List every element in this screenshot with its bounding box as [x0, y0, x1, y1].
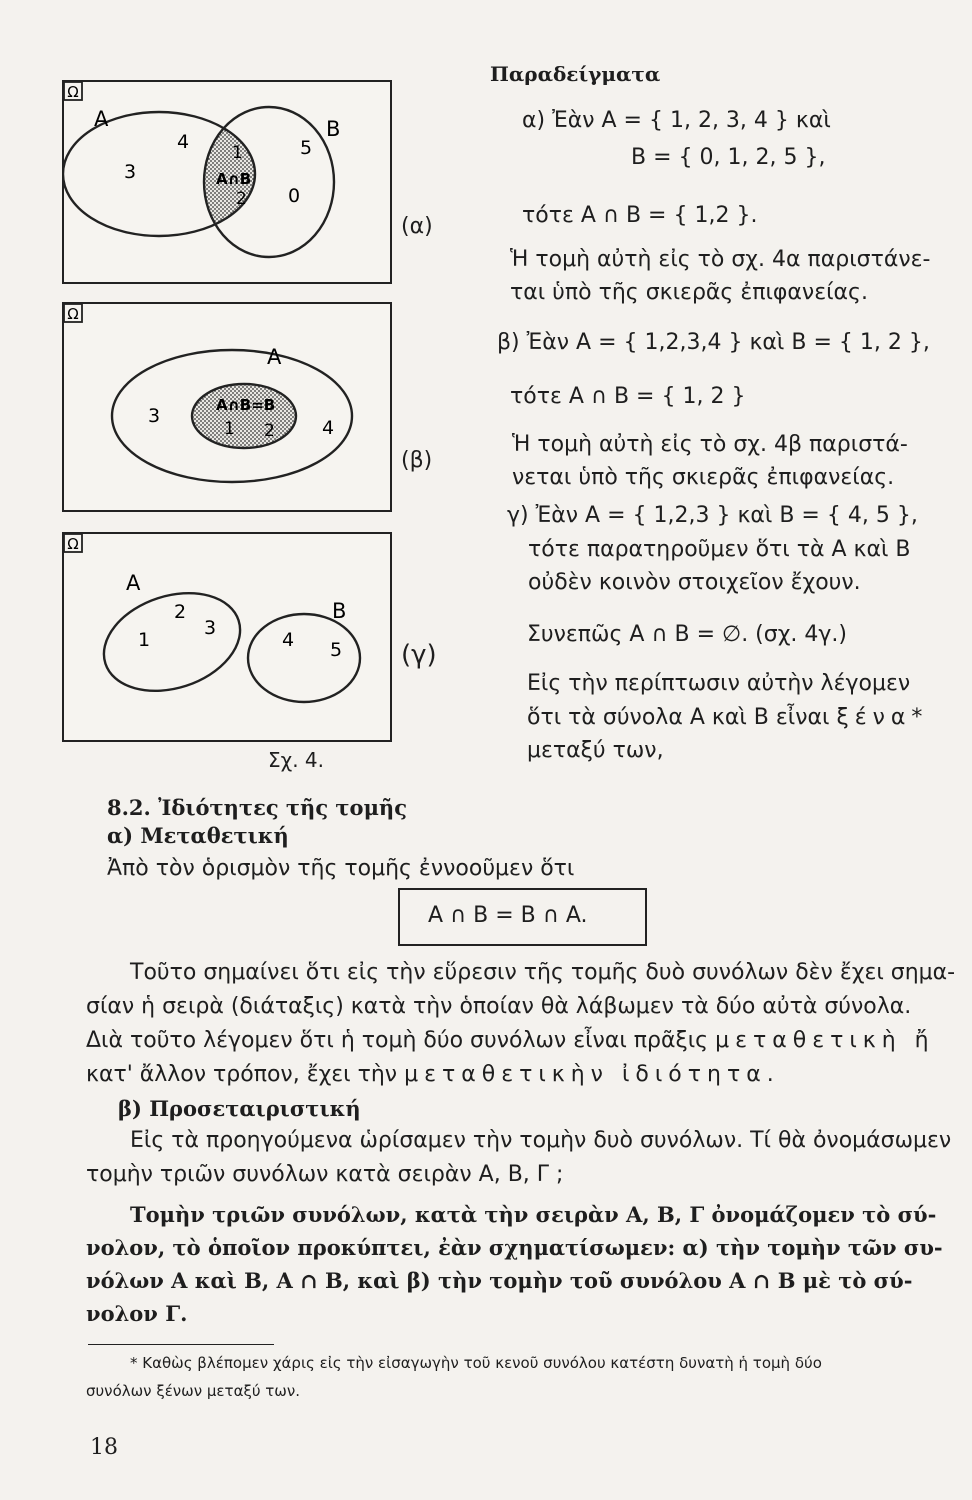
svg-text:Ω: Ω [67, 305, 79, 323]
figure-c-tag: (γ) [401, 640, 437, 670]
element-2: 2 [174, 601, 187, 623]
element-3: 3 [148, 405, 161, 427]
para1-line4 [86, 1062, 780, 1087]
element-3: 3 [204, 617, 217, 639]
definition-line1: Τομὴν τριῶν συνόλων, κατὰ τὴν σειρὰν A, B, Γ ὀνομάζομεν τὸ σύ- [130, 1202, 937, 1227]
element-1: 1 [224, 419, 235, 439]
footnote-line1: * Καθὼς βλέπομεν χάρις εἰς τὴν εἰσαγωγὴν τοῦ κενοῦ συνόλου κατέστη δυνατὴ ἡ τομὴ δύο [130, 1354, 822, 1372]
example-c-line2: τότε παρατηροῦμεν ὅτι τὰ A καὶ B [528, 537, 911, 562]
para2-line1: Εἰς τὰ προηγούμενα ὡρίσαμεν τὴν τομὴν δυὸ συνόλων. Τί θὰ ὀνομάσωμεν [130, 1128, 952, 1153]
example-c-line6 [527, 705, 928, 730]
set-a-label: A [126, 571, 141, 595]
example-b-line2: τότε A ∩ B = { 1, 2 } [510, 384, 746, 409]
footnote-rule [88, 1344, 274, 1345]
definition-line2: νολον, τὸ ὁποῖον προκύπτει, ἐὰν σχηματίσωμεν: α) τὴν τομὴν τῶν συ- [86, 1235, 943, 1260]
set-b-label: B [326, 117, 341, 141]
element-1: 1 [138, 629, 151, 651]
set-b-ellipse [248, 614, 360, 702]
example-a-line1: α) Ἐὰν A = { 1, 2, 3, 4 } καὶ [522, 108, 831, 133]
example-c-line5: Εἰς τὴν περίπτωσιν αὐτὴν λέγομεν [527, 671, 911, 696]
subsection-b: β) Προσεταιριστική [118, 1096, 361, 1121]
example-b-line1: β) Ἐὰν A = { 1,2,3,4 } καὶ B = { 1, 2 }, [497, 330, 930, 355]
figure-caption: Σχ. 4. [268, 748, 324, 772]
figure-a-tag: (α) [401, 214, 433, 239]
para1-line2: σίαν ἡ σειρὰ (διάταξις) κατὰ τὴν ὁποίαν θὰ λάβωμεν τὰ δύο αὐτὰ σύνολα. [86, 994, 912, 1019]
definition-line4: νολον Γ. [86, 1301, 188, 1326]
element-4: 4 [282, 629, 295, 651]
formula: A ∩ B = B ∩ A. [428, 903, 588, 928]
section-intro: Ἀπὸ τὸν ὁρισμὸν τῆς τομῆς ἐννοοῦμεν ὅτι [107, 856, 575, 881]
figure-a [62, 80, 392, 284]
element-0: 0 [288, 185, 301, 207]
example-a-line2: B = { 0, 1, 2, 5 }, [631, 145, 826, 170]
set-a-label: A [94, 107, 109, 131]
set-a-ellipse [91, 577, 253, 708]
set-b-ellipse [192, 384, 296, 448]
svg-text:Ω: Ω [67, 535, 79, 553]
subsection-a: α) Μεταθετική [107, 823, 289, 848]
element-5: 5 [330, 639, 343, 661]
footnote-line2: συνόλων ξένων μεταξύ των. [86, 1382, 301, 1400]
element-4: 4 [177, 131, 190, 153]
example-b-desc2: νεται ὑπὸ τῆς σκιερᾶς ἐπιφανείας. [512, 465, 895, 490]
para1-line3 [86, 1028, 935, 1053]
figure-b [62, 302, 392, 512]
figure-c [62, 532, 392, 742]
element-2: 2 [264, 421, 275, 441]
para1-line3-spaced: μεταθετικὴ ἤ [715, 1028, 935, 1053]
element-4: 4 [322, 417, 335, 439]
element-5: 5 [300, 137, 313, 159]
example-b-desc1: Ἡ τομὴ αὐτὴ εἰς τὸ σχ. 4β παριστά- [512, 432, 908, 457]
definition-line3: νόλων A καὶ B, A ∩ B, καὶ β) τὴν τομὴν τοῦ συνόλου A ∩ B μὲ τὸ σύ- [86, 1268, 913, 1293]
example-a-desc2: ται ὑπὸ τῆς σκιερᾶς ἐπιφανείας. [510, 280, 868, 305]
examples-heading: Παραδείγματα [490, 62, 661, 86]
para1-line1: Τοῦτο σημαίνει ὅτι εἰς τὴν εὕρεσιν τῆς τομῆς δυὸ συνόλων δὲν ἔχει σημα- [130, 960, 956, 985]
example-a-desc1: Ἡ τομὴ αὐτὴ εἰς τὸ σχ. 4α παριστάνε- [510, 247, 931, 272]
set-b-label: B [332, 599, 347, 623]
figure-b-tag: (β) [401, 448, 433, 473]
set-a-label: A [267, 345, 282, 369]
section-heading: 8.2. Ἰδιότητες τῆς τομῆς [107, 795, 407, 820]
example-c-line3: οὐδὲν κοινὸν στοιχεῖον ἔχουν. [528, 570, 861, 595]
inner-label: A∩B=B [216, 396, 276, 414]
page-number: 18 [90, 1435, 118, 1460]
element-1: 1 [232, 143, 243, 163]
para1-line4-text: κατ' ἄλλον τρόπον, ἔχει τὴν [86, 1062, 398, 1087]
example-c-line6-text: ὅτι τὰ σύνολα A καὶ B εἶναι [527, 705, 830, 730]
example-c-line6-spaced: ξένα* [836, 705, 929, 730]
universe-label: Ω [67, 83, 79, 101]
para1-line4-spaced: μεταθετικὴν ἰδιότητα. [404, 1062, 780, 1087]
element-2: 2 [236, 189, 247, 209]
example-c-line4: Συνεπῶς A ∩ B = ∅. (σχ. 4γ.) [527, 622, 847, 647]
element-3: 3 [124, 161, 137, 183]
example-c-line7: μεταξύ των, [527, 738, 664, 763]
para2-line2: τομὴν τριῶν συνόλων κατὰ σειρὰν A, B, Γ ; [86, 1162, 564, 1187]
example-c-line1: γ) Ἐὰν A = { 1,2,3 } καὶ B = { 4, 5 }, [507, 503, 918, 528]
intersection-label: A∩B [216, 170, 252, 188]
para1-line3-text: Διὰ τοῦτο λέγομεν ὅτι ἡ τομὴ δύο συνόλων εἶναι πρᾶξις [86, 1028, 709, 1053]
example-a-line3: τότε A ∩ B = { 1,2 }. [522, 203, 758, 228]
